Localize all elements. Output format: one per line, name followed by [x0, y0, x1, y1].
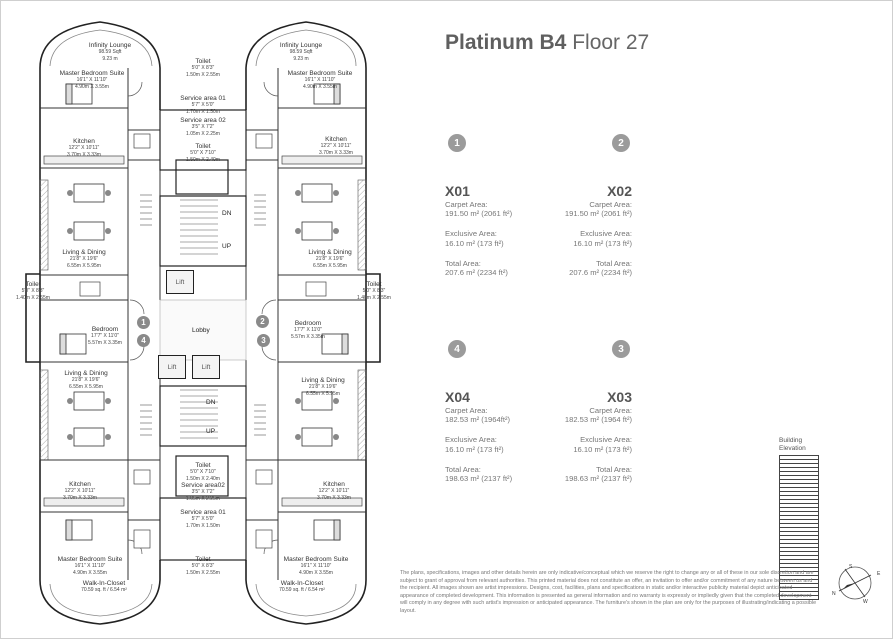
room-label-bedroom-left: Bedroom 17'7" X 11'0" 5.57m X 3.35m	[88, 326, 122, 346]
total-area-label: Total Area:	[445, 464, 481, 474]
compass-n: N	[832, 591, 836, 597]
unit-pin-4: 4	[137, 334, 150, 347]
room-label-toilet-core-top: Toilet 5'0" X 7'10" 1.50m X 2.40m	[186, 143, 220, 163]
room-label-toilet-top: Toilet 5'0" X 8'3" 1.50m X 2.55m	[186, 58, 220, 78]
floor-plan	[0, 0, 400, 639]
exclusive-area-value: 16.10 m² (173 ft²)	[573, 444, 632, 454]
lift-bottom-right: Lift	[192, 355, 220, 379]
room-label-walk-in-closet-left: Walk-In-Closet 70.59 sq. ft / 6.54 m²	[81, 580, 127, 593]
unit-card-x03	[442, 389, 632, 483]
stair-up-bottom: UP	[206, 428, 216, 435]
exclusive-area-label: Exclusive Area:	[580, 229, 632, 239]
room-label-master-bedroom-x02: Master Bedroom Suite 16'1" X 11'10" 4.90m X 3.55m	[287, 70, 353, 90]
room-label-toilet-bottom: Toilet 5'0" X 8'3" 1.50m X 2.55m	[186, 556, 220, 576]
lift-bottom-left: Lift	[158, 355, 186, 379]
carpet-area-label: Carpet Area:	[445, 200, 488, 209]
room-label-kitchen-x04: Kitchen 12'2" X 10'11" 3.70m X 3.33m	[63, 481, 97, 501]
exclusive-area-value: 16.10 m² (173 ft²)	[573, 238, 632, 248]
room-label-kitchen-x01: Kitchen 12'2" X 10'11" 3.70m X 3.33m	[67, 138, 101, 158]
room-label-kitchen-x03: Kitchen 12'2" X 10'11" 3.70m X 3.33m	[317, 481, 351, 501]
title-floor: Floor 27	[572, 31, 650, 54]
disclaimer-text: The plans, specifications, images and other details herein are only indicative/conceptual which we reserve the right to change any or all of these in our sole discretion and are subject to grant of approval from relevant authorities. This printed material does not constitute an offer, an invitation to offer and/or commitment of any nature between us and the recipient. All images shown are artist impressions. Designs, cost, facilities, plans and specifications in static and/or interactive publicity material depict anticipated appearance of completed development. This information is presented as general information and no warranty is expressly or impliedly given that the completed development will comply in any degree with such artist's impression or anticipated appearance. The furniture's shown in the plan are only for the purposes of illustrating/indicating a possible layout.	[400, 570, 817, 614]
unit-pin-2: 2	[256, 315, 269, 328]
unit-card-x02	[442, 183, 632, 277]
room-label-service-area-02-top: Service area 02 3'5" X 7'2" 1.05m X 2.25m	[180, 117, 226, 137]
stair-dn-top: DN	[222, 210, 232, 217]
compass-s: S	[849, 564, 853, 570]
room-label-living-dining-x02: Living & Dining 21'8" X 19'6" 6.55m X 5.95m	[308, 249, 352, 269]
room-label-master-bedroom-x01: Master Bedroom Suite 16'1" X 11'10" 4.90m X 3.55m	[59, 70, 125, 90]
unit-badge-4: 4	[448, 340, 466, 358]
room-label-toilet-left: Toilet 5'0" X 8'3" 1.40m X 2.55m	[16, 281, 50, 301]
total-area-label: Total Area:	[596, 464, 632, 474]
room-label-living-dining-x01: Living & Dining 21'8" X 19'6" 6.55m X 5.95m	[62, 249, 106, 269]
total-area-value: 207.6 m² (2234 ft²)	[445, 268, 508, 278]
carpet-area-label: Carpet Area:	[445, 406, 488, 415]
room-label-service-area-01-bottom: Service area 01 5'7" X 5'0" 1.70m X 1.50m	[180, 509, 226, 529]
unit-code: X04	[445, 389, 470, 405]
unit-code: X03	[607, 389, 632, 405]
room-label-service-area-02-bottom: Service area02 3'5" X 7'2" 1.05m X 2.25m	[181, 482, 225, 502]
unit-code: X01	[445, 183, 470, 199]
lobby-label: Lobby	[192, 327, 210, 334]
room-label-toilet-right: Toilet 5'0" X 8'3" 1.40m X 2.55m	[357, 281, 391, 301]
room-label-master-bedroom-x03: Master Bedroom Suite 16'1" X 11'10" 4.90m X 3.55m	[283, 556, 349, 576]
exclusive-area-label: Exclusive Area:	[445, 435, 497, 445]
room-label-master-bedroom-x04: Master Bedroom Suite 16'1" X 11'10" 4.90m X 3.55m	[57, 556, 123, 576]
total-area-label: Total Area:	[445, 258, 481, 268]
total-area-value: 198.63 m² (2137 ft²)	[445, 474, 513, 484]
unit-code: X02	[607, 183, 632, 199]
room-label-infinity-lounge-x02: Infinity Lounge 98.59 Sqft 9.23 m	[279, 42, 323, 62]
unit-pin-1: 1	[137, 316, 150, 329]
unit-badge-2: 2	[612, 134, 630, 152]
compass-w: W	[863, 599, 868, 605]
room-label-service-area-01-top: Service area 01 5'7" X 5'0" 1.70m X 1.50m	[180, 95, 226, 115]
compass-e: E	[877, 571, 881, 577]
total-area-label: Total Area:	[596, 258, 632, 268]
room-label-bedroom-right: Bedroom 17'7" X 11'0" 5.57m X 3.35m	[291, 320, 325, 340]
exclusive-area-value: 16.10 m² (173 ft²)	[445, 444, 504, 454]
room-label-infinity-lounge-x01: Infinity Lounge 98.59 Sqft 9.23 m	[88, 42, 132, 62]
room-label-living-dining-x03: Living & Dining 21'8" X 19'6" 6.55m X 5.95m	[301, 377, 345, 397]
title-building: Platinum B4	[445, 31, 567, 54]
exclusive-area-label: Exclusive Area:	[580, 435, 632, 445]
unit-badge-1: 1	[448, 134, 466, 152]
room-label-walk-in-closet-right: Walk-In-Closet 70.59 sq. ft / 6.54 m²	[279, 580, 325, 593]
lift-top: Lift	[166, 270, 194, 294]
page-title	[445, 31, 649, 55]
compass-icon	[829, 561, 885, 605]
room-label-toilet-core-bottom: Toilet 5'0" X 7'10" 1.50m X 2.40m	[186, 462, 220, 482]
total-area-value: 207.6 m² (2234 ft²)	[569, 268, 632, 278]
room-label-living-dining-x04: Living & Dining 21'8" X 19'6" 6.55m X 5.95m	[64, 370, 108, 390]
unit-badge-3: 3	[612, 340, 630, 358]
stair-up-top: UP	[222, 243, 232, 250]
stair-dn-bottom: DN	[206, 399, 216, 406]
building-elevation-label: Building Elevation	[779, 437, 806, 452]
total-area-value: 198.63 m² (2137 ft²)	[564, 474, 632, 484]
carpet-area-value: 182.53 m² (1964ft²)	[445, 415, 510, 425]
unit-pin-3: 3	[257, 334, 270, 347]
carpet-area-label: Carpet Area:	[589, 406, 632, 415]
room-label-kitchen-x02: Kitchen 12'2" X 10'11" 3.70m X 3.33m	[319, 136, 353, 156]
carpet-area-label: Carpet Area:	[589, 200, 632, 209]
carpet-area-value: 191.50 m² (2061 ft²)	[445, 209, 513, 219]
carpet-area-value: 191.50 m² (2061 ft²)	[564, 209, 632, 219]
exclusive-area-label: Exclusive Area:	[445, 229, 497, 239]
carpet-area-value: 182.53 m² (1964 ft²)	[564, 415, 632, 425]
exclusive-area-value: 16.10 m² (173 ft²)	[445, 238, 504, 248]
